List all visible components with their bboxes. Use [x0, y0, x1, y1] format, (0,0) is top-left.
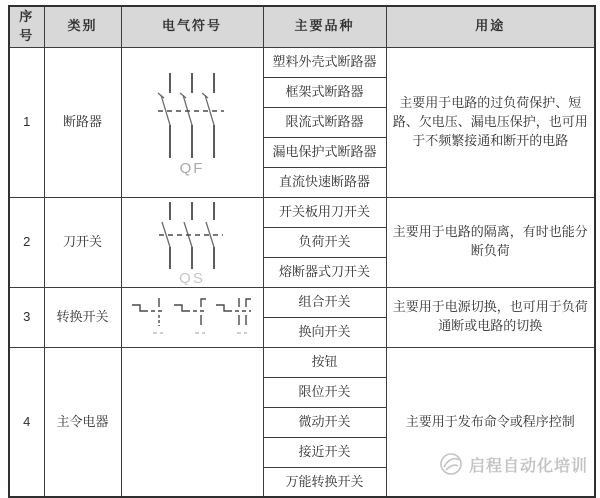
usage-cell: 主要用于电路的隔离，有时也能分断负荷: [386, 197, 595, 287]
row-number-cell: 2: [9, 197, 44, 287]
header-cell-no: 序号: [9, 6, 44, 47]
variety-cell: 换向开关: [263, 317, 386, 347]
header-cell-variety: 主要品种: [263, 6, 386, 47]
variety-cell: 按钮: [263, 347, 386, 377]
variety-cell: 组合开关: [263, 287, 386, 317]
symbol-cell: [121, 197, 263, 287]
header-cell-category: 类别: [44, 6, 121, 47]
variety-cell: 熔断器式刀开关: [263, 257, 386, 287]
symbol-cell-empty: [121, 347, 263, 497]
category-cell: 刀开关: [44, 197, 121, 287]
row-number-cell: 3: [9, 287, 44, 347]
category-cell: 断路器: [44, 47, 121, 197]
symbol-cell: [121, 47, 263, 197]
category-cell: 主令电器: [44, 347, 121, 497]
variety-cell: 限位开关: [263, 377, 386, 407]
usage-cell: 主要用于发布命令或程序控制: [386, 347, 595, 497]
variety-cell: 塑料外壳式断路器: [263, 47, 386, 77]
table-row: [9, 347, 595, 377]
electrical-components-table: [8, 5, 596, 498]
circuit-breaker-3pole-icon: [150, 68, 234, 176]
table-row: [9, 197, 595, 227]
watermark-text: 启程自动化培训: [469, 457, 589, 475]
variety-cell: 限流式断路器: [263, 107, 386, 137]
variety-cell: 框架式断路器: [263, 77, 386, 107]
usage-cell: 主要用于电路的过负荷保护、短路、欠电压、漏电压保护，也可用于不频繁接通和断开的电路: [386, 47, 595, 197]
row-number-cell: 4: [9, 347, 44, 497]
variety-cell: 直流快速断路器: [263, 167, 386, 197]
row-number-cell: 1: [9, 47, 44, 197]
symbol-label: QF: [179, 160, 205, 177]
variety-cell: 万能转换开关: [263, 467, 386, 497]
variety-cell: 接近开关: [263, 437, 386, 467]
table-row: [9, 47, 595, 77]
variety-cell: 漏电保护式断路器: [263, 137, 386, 167]
category-cell: 转换开关: [44, 287, 121, 347]
table-row: [9, 287, 595, 317]
table-header-row: [9, 6, 595, 47]
header-cell-usage: 用途: [386, 6, 595, 47]
variety-cell: 开关板用刀开关: [263, 197, 386, 227]
symbol-label: QS: [179, 270, 205, 286]
variety-cell: 负荷开关: [263, 227, 386, 257]
knife-switch-3pole-icon: [150, 199, 234, 285]
variety-cell: 微动开关: [263, 407, 386, 437]
usage-cell: 主要用于电源切换，也可用于负荷通断或电路的切换: [386, 287, 595, 347]
symbol-cell: [121, 287, 263, 347]
changeover-switch-icon: [129, 295, 255, 339]
header-cell-symbol: 电气符号: [121, 6, 263, 47]
